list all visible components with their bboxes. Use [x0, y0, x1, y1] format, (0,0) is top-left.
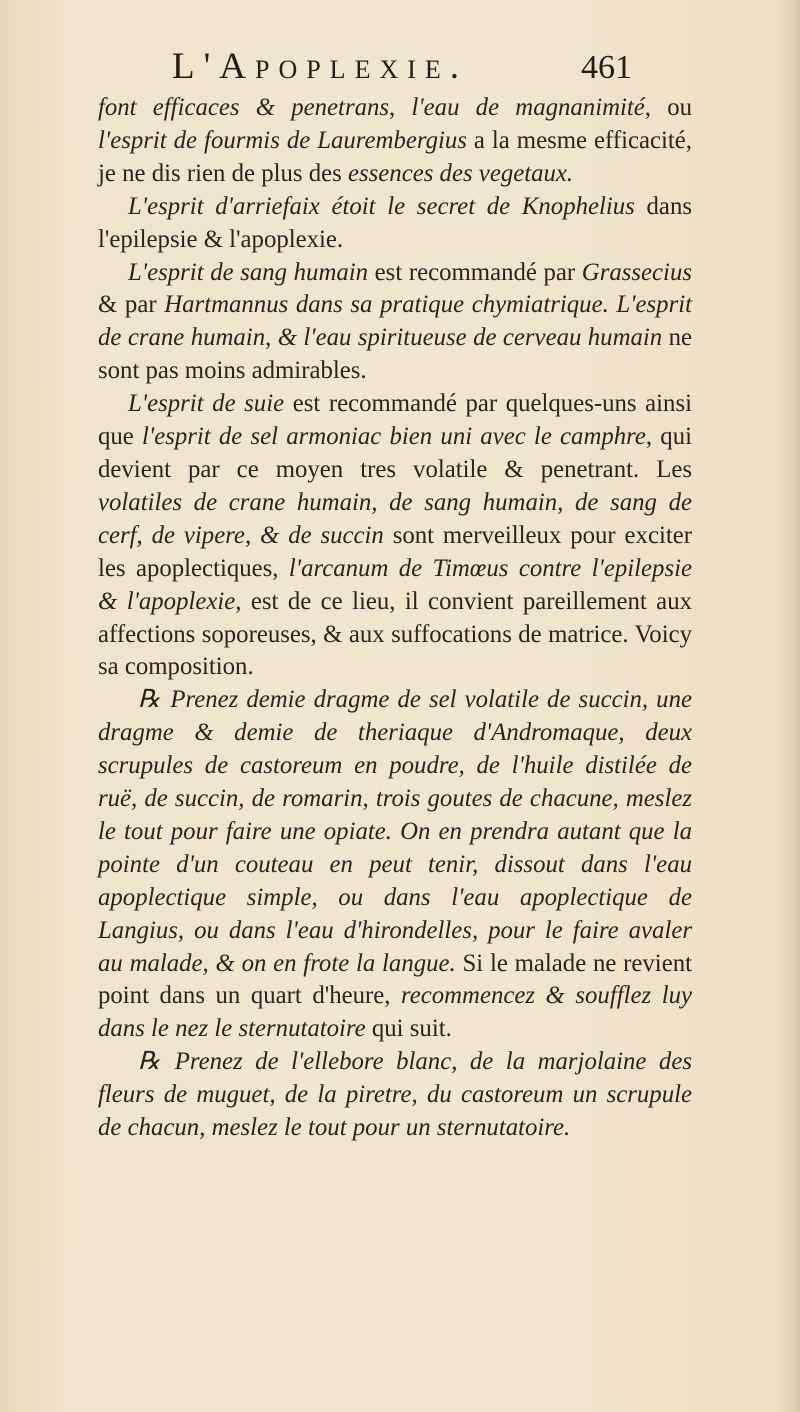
text-span: dans l'epilepsie & l'apoplexie. [98, 192, 692, 253]
page-edge-shadow [778, 0, 800, 1412]
text-span: font efficaces & penetrans [98, 94, 390, 121]
paragraph-5-recipe [98, 684, 692, 1046]
text-span: a la mesme efficacité, je ne dis rien de plus des [98, 126, 692, 187]
paragraph-4 [98, 388, 692, 684]
running-head: L'Apoplexie. [172, 46, 469, 87]
text-span: l'eau de magnanimité [411, 94, 645, 121]
text-span: ne sont pas moins admirables. [98, 324, 693, 385]
text-span: , est de ce lieu, il convient pareillement aux affections soporeuses, & aux suffocations de matrice. Voicy sa composition. [98, 587, 692, 681]
text-span: recommencez & soufflez luy dans le nez le sternutatoire [98, 982, 692, 1043]
paragraph-2 [98, 191, 692, 257]
text-span: , [265, 324, 278, 352]
recipe-symbol: ℞ [138, 1048, 161, 1076]
text-span: l'esprit de sel armoniac bien uni avec le camphre [142, 423, 646, 451]
text-span: , qui devient par ce moyen tres volatile & penetrant. Les [98, 423, 692, 483]
text-span: , [244, 521, 261, 549]
paragraph-3 [98, 257, 692, 389]
text-span: Hartmannus dans sa pratique chymiatrique. L'esprit de crane humain [98, 291, 692, 352]
text-span: volatiles de crane humain, de sang humain, de sang de cerf, de vipere [98, 488, 692, 549]
page-number: 461 [581, 49, 632, 86]
page-header [158, 44, 632, 90]
text-span: & de succin [260, 521, 384, 549]
paragraph-6-recipe [98, 1046, 692, 1145]
text-span: Grassecius [581, 258, 692, 286]
text-span: essences des vegetaux. [347, 159, 574, 187]
text-span: , [389, 94, 412, 121]
body-text [98, 92, 692, 1145]
text-span: qui suit. [365, 1015, 452, 1043]
text-span: L'esprit de sang humain [128, 258, 369, 286]
text-span: l'esprit de fourmis de Laurembergius [98, 126, 467, 154]
recipe-symbol: ℞ [138, 686, 161, 714]
text-span: , ou [644, 94, 692, 121]
text-span: Prenez demie dragme de sel volatile de succin, une dragme & demie de theriaque d'Andromaque, deux scrupules de castoreum en poudre, de l'huile distilée de ruë, de succin, de romarin, trois goutes de chacune, meslez le tout pour faire une opiate. On en prendra autant que la pointe d'un couteau en peut tenir, dissout dans l'eau apoplectique simple, ou dans l'eau apoplectique de Langius, ou dans l'eau d'hirondelles, pour le faire avaler au malade, & on en frote la langue. [98, 686, 692, 977]
text-span: est recommandé par quelques-uns ainsi que [98, 390, 692, 451]
text-span: Prenez de l'ellebore blanc, de la marjolaine des fleurs de muguet, de la piretre, du castoreum un scrupule de chacun, meslez le tout pour un sternutatoire. [98, 1048, 692, 1142]
paragraph-1 [98, 92, 692, 191]
text-span: l'arcanum de Timœus contre l'epilepsie & l'apoplexie [98, 554, 692, 615]
text-span: Si le malade ne revient point dans un quart d'heure, [98, 949, 692, 1010]
text-span: & par [98, 291, 165, 319]
text-span: est recommandé par [368, 258, 582, 286]
text-span: L'esprit d'arriefaix étoit le secret de Knophelius [128, 192, 635, 220]
text-span: sont merveilleux pour exciter les apoplectiques, [98, 521, 692, 582]
text-span: L'esprit de suie [128, 390, 285, 418]
text-span: & l'eau spiritueuse de cerveau humain [277, 324, 663, 352]
